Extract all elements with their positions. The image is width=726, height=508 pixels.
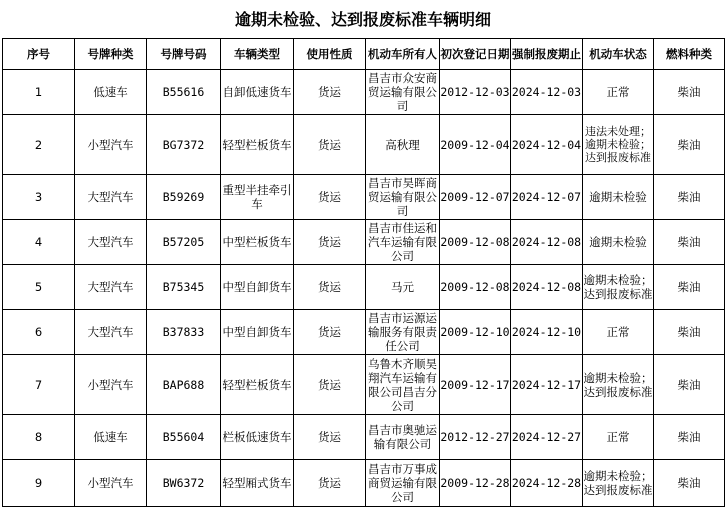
header-usage: 使用性质 bbox=[294, 39, 366, 70]
header-vehicle-type: 车辆类型 bbox=[221, 39, 294, 70]
cell-no: 5 bbox=[3, 265, 75, 310]
header-status: 机动车状态 bbox=[583, 39, 654, 70]
cell-no: 9 bbox=[3, 460, 75, 507]
cell-no: 6 bbox=[3, 310, 75, 355]
cell-plate-type: 低速车 bbox=[75, 415, 147, 460]
cell-vehicle-type: 中型自卸货车 bbox=[221, 265, 294, 310]
cell-no: 3 bbox=[3, 175, 75, 220]
cell-plate-no: B59269 bbox=[147, 175, 221, 220]
cell-no: 1 bbox=[3, 70, 75, 115]
table-row bbox=[3, 115, 725, 175]
cell-vehicle-type: 栏板低速货车 bbox=[221, 415, 294, 460]
cell-status: 逾期未检验；达到报废标准 bbox=[583, 460, 654, 507]
cell-vehicle-type: 重型半挂牵引车 bbox=[221, 175, 294, 220]
page-title: 逾期未检验、达到报废标准车辆明细 bbox=[234, 10, 491, 29]
cell-usage: 货运 bbox=[294, 460, 366, 507]
header-plate-type: 号牌种类 bbox=[75, 39, 147, 70]
cell-scrap-date: 2024-12-27 bbox=[511, 415, 583, 460]
cell-scrap-date: 2024-12-28 bbox=[511, 460, 583, 507]
cell-scrap-date: 2024-12-10 bbox=[511, 310, 583, 355]
cell-owner: 昌吉市奥驰运输有限公司 bbox=[366, 415, 440, 460]
cell-usage: 货运 bbox=[294, 355, 366, 415]
cell-scrap-date: 2024-12-17 bbox=[511, 355, 583, 415]
cell-vehicle-type: 中型栏板货车 bbox=[221, 220, 294, 265]
cell-status: 正常 bbox=[583, 310, 654, 355]
cell-reg-date: 2012-12-27 bbox=[440, 415, 511, 460]
cell-plate-type: 大型汽车 bbox=[75, 265, 147, 310]
cell-fuel: 柴油 bbox=[654, 460, 725, 507]
cell-status: 正常 bbox=[583, 70, 654, 115]
cell-plate-no: BAP688 bbox=[147, 355, 221, 415]
cell-plate-no: BG7372 bbox=[147, 115, 221, 175]
cell-reg-date: 2009-12-08 bbox=[440, 265, 511, 310]
cell-status: 逾期未检验 bbox=[583, 220, 654, 265]
header-scrap-date: 强制报废期止 bbox=[511, 39, 583, 70]
cell-status: 逾期未检验；达到报废标准 bbox=[583, 355, 654, 415]
cell-fuel: 柴油 bbox=[654, 220, 725, 265]
cell-reg-date: 2009-12-10 bbox=[440, 310, 511, 355]
cell-plate-no: B55604 bbox=[147, 415, 221, 460]
cell-usage: 货运 bbox=[294, 220, 366, 265]
cell-plate-type: 大型汽车 bbox=[75, 310, 147, 355]
table-row bbox=[3, 265, 725, 310]
cell-usage: 货运 bbox=[294, 265, 366, 310]
cell-plate-type: 低速车 bbox=[75, 70, 147, 115]
cell-scrap-date: 2024-12-04 bbox=[511, 115, 583, 175]
cell-plate-no: BW6372 bbox=[147, 460, 221, 507]
table-row bbox=[3, 415, 725, 460]
cell-owner: 昌吉市运源运输服务有限责任公司 bbox=[366, 310, 440, 355]
table-row bbox=[3, 310, 725, 355]
cell-owner: 昌吉市万事成商贸运输有限公司 bbox=[366, 460, 440, 507]
table-row bbox=[3, 175, 725, 220]
cell-plate-no: B37833 bbox=[147, 310, 221, 355]
header-fuel: 燃料种类 bbox=[654, 39, 725, 70]
cell-plate-type: 小型汽车 bbox=[75, 355, 147, 415]
header-reg-date: 初次登记日期 bbox=[440, 39, 511, 70]
table-row bbox=[3, 460, 725, 507]
cell-plate-type: 大型汽车 bbox=[75, 175, 147, 220]
cell-plate-type: 小型汽车 bbox=[75, 460, 147, 507]
table-row bbox=[3, 70, 725, 115]
cell-reg-date: 2012-12-03 bbox=[440, 70, 511, 115]
cell-fuel: 柴油 bbox=[654, 355, 725, 415]
cell-usage: 货运 bbox=[294, 175, 366, 220]
cell-reg-date: 2009-12-17 bbox=[440, 355, 511, 415]
cell-vehicle-type: 轻型栏板货车 bbox=[221, 355, 294, 415]
cell-vehicle-type: 中型自卸货车 bbox=[221, 310, 294, 355]
cell-usage: 货运 bbox=[294, 70, 366, 115]
cell-no: 7 bbox=[3, 355, 75, 415]
cell-reg-date: 2009-12-04 bbox=[440, 115, 511, 175]
cell-scrap-date: 2024-12-03 bbox=[511, 70, 583, 115]
cell-no: 2 bbox=[3, 115, 75, 175]
header-plate-no: 号牌号码 bbox=[147, 39, 221, 70]
cell-status: 违法未处理；逾期未检验；达到报废标准 bbox=[583, 115, 654, 175]
vehicle-table bbox=[2, 38, 725, 507]
cell-owner: 昌吉市昊晖商贸运输有限公司 bbox=[366, 175, 440, 220]
cell-scrap-date: 2024-12-08 bbox=[511, 265, 583, 310]
cell-vehicle-type: 轻型栏板货车 bbox=[221, 115, 294, 175]
cell-reg-date: 2009-12-07 bbox=[440, 175, 511, 220]
cell-owner: 昌吉市众安商贸运输有限公司 bbox=[366, 70, 440, 115]
cell-plate-no: B57205 bbox=[147, 220, 221, 265]
cell-scrap-date: 2024-12-08 bbox=[511, 220, 583, 265]
cell-vehicle-type: 自卸低速货车 bbox=[221, 70, 294, 115]
cell-no: 8 bbox=[3, 415, 75, 460]
cell-fuel: 柴油 bbox=[654, 265, 725, 310]
cell-owner: 昌吉市佳运和汽车运输有限公司 bbox=[366, 220, 440, 265]
cell-owner: 高秋理 bbox=[366, 115, 440, 175]
cell-plate-no: B75345 bbox=[147, 265, 221, 310]
cell-usage: 货运 bbox=[294, 115, 366, 175]
cell-owner: 乌鲁木齐顺昊翔汽车运输有限公司昌吉分公司 bbox=[366, 355, 440, 415]
table-row bbox=[3, 355, 725, 415]
cell-reg-date: 2009-12-28 bbox=[440, 460, 511, 507]
cell-no: 4 bbox=[3, 220, 75, 265]
cell-plate-type: 大型汽车 bbox=[75, 220, 147, 265]
header-no: 序号 bbox=[3, 39, 75, 70]
cell-plate-no: B55616 bbox=[147, 70, 221, 115]
header-owner: 机动车所有人 bbox=[366, 39, 440, 70]
table-header-row bbox=[3, 39, 725, 70]
cell-status: 正常 bbox=[583, 415, 654, 460]
cell-vehicle-type: 轻型厢式货车 bbox=[221, 460, 294, 507]
table-row bbox=[3, 220, 725, 265]
cell-reg-date: 2009-12-08 bbox=[440, 220, 511, 265]
cell-fuel: 柴油 bbox=[654, 310, 725, 355]
cell-usage: 货运 bbox=[294, 415, 366, 460]
cell-fuel: 柴油 bbox=[654, 70, 725, 115]
cell-usage: 货运 bbox=[294, 310, 366, 355]
cell-owner: 马元 bbox=[366, 265, 440, 310]
cell-plate-type: 小型汽车 bbox=[75, 115, 147, 175]
cell-status: 逾期未检验 bbox=[583, 175, 654, 220]
cell-fuel: 柴油 bbox=[654, 415, 725, 460]
cell-fuel: 柴油 bbox=[654, 115, 725, 175]
cell-fuel: 柴油 bbox=[654, 175, 725, 220]
cell-status: 逾期未检验；达到报废标准 bbox=[583, 265, 654, 310]
cell-scrap-date: 2024-12-07 bbox=[511, 175, 583, 220]
